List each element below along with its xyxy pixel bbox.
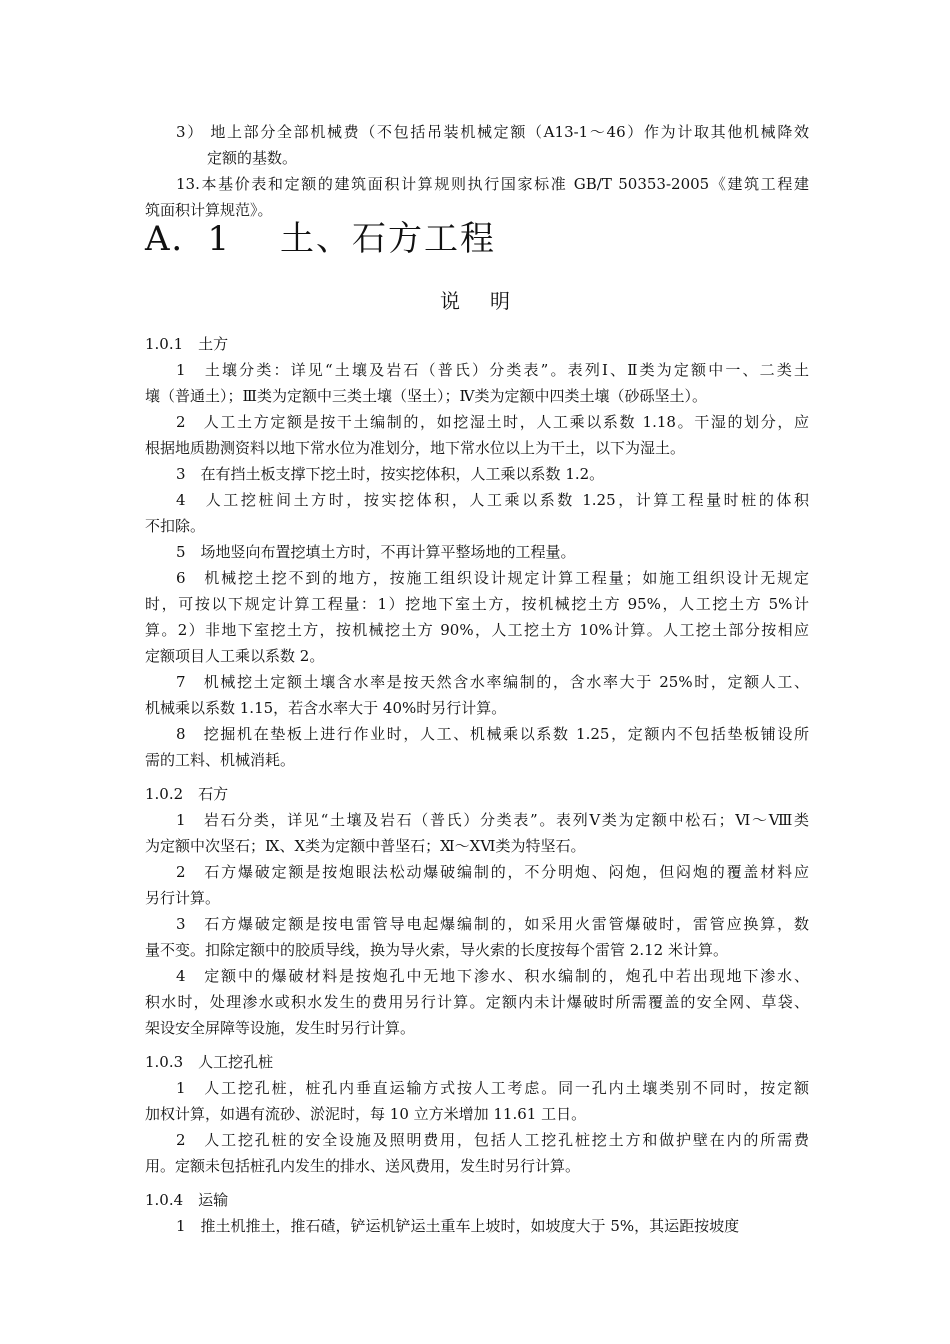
paragraph-line: 8 挖掘机在垫板上进行作业时，人工、机械乘以系数 1.25，定额内不包括垫板铺设所 xyxy=(176,725,809,743)
paragraph-line: 加权计算，如遇有流砂、淤泥时，每 10 立方米增加 11.61 工日。 xyxy=(145,1105,587,1123)
paragraph-line: 3 在有挡土板支撑下挖土时，按实挖体积，人工乘以系数 1.2。 xyxy=(176,465,605,483)
paragraph xyxy=(145,565,809,669)
paragraph-line: 机械乘以系数 1.15，若含水率大于 40%时另行计算。 xyxy=(145,699,507,717)
section-1 xyxy=(145,331,809,773)
paragraph-line: 7 机械挖土定额土壤含水率是按天然含水率编制的，含水率大于 25%时，定额人工、 xyxy=(176,673,809,691)
paragraph xyxy=(145,859,809,911)
intro-item-3-line2: 定额的基数。 xyxy=(207,149,298,167)
paragraph-line: 根据地质勘测资料以地下常水位为准划分，地下常水位以上为干土，以下为湿土。 xyxy=(145,439,686,457)
paragraph xyxy=(145,807,809,859)
paragraph-line: 定额项目人工乘以系数 2。 xyxy=(145,647,325,665)
paragraph xyxy=(145,721,809,773)
paragraph-line: 另行计算。 xyxy=(145,889,221,907)
section-heading: 1.0.1 土方 xyxy=(145,335,229,353)
paragraph-line: 1 岩石分类，详见“土壤及岩石（普氏）分类表”。表列Ⅴ类为定额中松石；Ⅵ～Ⅷ类 xyxy=(176,811,809,829)
paragraph-line: 积水时，处理渗水或积水发生的费用另行计算。定额内未计爆破时所需覆盖的安全网、草袋、 xyxy=(145,993,809,1011)
sections-container xyxy=(145,331,809,1239)
intro-item-3-line1: 3） 地上部分全部机械费（不包括吊装机械定额（A13-1～46）作为计取其他机械降效 xyxy=(176,123,809,141)
intro-block xyxy=(145,119,809,223)
paragraph-line: 壤（普通土）；Ⅲ类为定额中三类土壤（坚土）；Ⅳ类为定额中四类土壤（砂砾坚土）。 xyxy=(145,387,707,405)
section-2 xyxy=(145,781,809,1041)
paragraph-line: 需的工料、机械消耗。 xyxy=(145,751,296,769)
section-4 xyxy=(145,1187,809,1239)
paragraph xyxy=(145,1213,809,1239)
paragraph-line: 为定额中次坚石；Ⅸ、Ⅹ类为定额中普坚石；Ⅺ～ⅩⅥ类为特坚石。 xyxy=(145,837,586,855)
intro-item-13-line1: 13.本基价表和定额的建筑面积计算规则执行国家标准 GB/T 50353-2005《建筑工程建 xyxy=(176,175,809,193)
paragraph-line: 用。定额未包括桩孔内发生的排水、送风费用，发生时另行计算。 xyxy=(145,1157,581,1175)
paragraph-line: 2 人工挖孔桩的安全设施及照明费用，包括人工挖孔桩挖土方和做护壁在内的所需费 xyxy=(176,1131,809,1149)
section-heading: 1.0.3 人工挖孔桩 xyxy=(145,1053,274,1071)
paragraph xyxy=(145,487,809,539)
paragraph-line: 架设安全屏障等设施，发生时另行计算。 xyxy=(145,1019,416,1037)
paragraph-line: 1 土壤分类：详见“土壤及岩石（普氏）分类表”。表列Ⅰ、Ⅱ类为定额中一、二类土 xyxy=(176,361,809,379)
paragraph-line: 3 石方爆破定额是按电雷管导电起爆编制的，如采用火雷管爆破时，雷管应换算，数 xyxy=(176,915,809,933)
paragraph xyxy=(145,409,809,461)
paragraph xyxy=(145,963,809,1041)
paragraph-line: 算。2）非地下室挖土方，按机械挖土方 90%，人工挖土方 10%计算。人工挖土部分按相应 xyxy=(145,621,809,639)
paragraph-line: 量不变。扣除定额中的胶质导线，换为导火索，导火索的长度按每个雷管 2.12 米计算。 xyxy=(145,941,728,959)
paragraph-line: 1 人工挖孔桩，桩孔内垂直运输方式按人工考虑。同一孔内土壤类别不同时，按定额 xyxy=(176,1079,809,1097)
paragraph xyxy=(145,1075,809,1127)
paragraph-line: 不扣除。 xyxy=(145,517,206,535)
section-title: 说明 xyxy=(440,289,540,313)
paragraph-line: 2 石方爆破定额是按炮眼法松动爆破编制的，不分明炮、闷炮，但闷炮的覆盖材料应 xyxy=(176,863,809,881)
chapter-heading: A．1 土、石方工程 xyxy=(145,219,496,259)
paragraph xyxy=(145,539,809,565)
section-3 xyxy=(145,1049,809,1179)
paragraph-line: 2 人工土方定额是按干土编制的，如挖湿土时，人工乘以系数 1.18。干湿的划分，应 xyxy=(176,413,809,431)
paragraph xyxy=(145,357,809,409)
paragraph-line: 6 机械挖土挖不到的地方，按施工组织设计规定计算工程量；如施工组织设计无规定 xyxy=(176,569,809,587)
section-heading: 1.0.4 运输 xyxy=(145,1191,229,1209)
paragraph xyxy=(145,669,809,721)
paragraph xyxy=(145,461,809,487)
paragraph-line: 1 推土机推土，推石碴，铲运机铲运土重车上坡时，如坡度大于 5%，其运距按坡度 xyxy=(176,1217,740,1235)
paragraph xyxy=(145,911,809,963)
paragraph-line: 4 定额中的爆破材料是按炮孔中无地下渗水、积水编制的，炮孔中若出现地下渗水、 xyxy=(176,967,809,985)
section-heading: 1.0.2 石方 xyxy=(145,785,229,803)
paragraph-line: 4 人工挖桩间土方时，按实挖体积，人工乘以系数 1.25，计算工程量时桩的体积 xyxy=(176,491,809,509)
paragraph-line: 时，可按以下规定计算工程量：1）挖地下室土方，按机械挖土方 95%，人工挖土方 5%计 xyxy=(145,595,809,613)
paragraph xyxy=(145,1127,809,1179)
paragraph-line: 5 场地竖向布置挖填土方时，不再计算平整场地的工程量。 xyxy=(176,543,576,561)
intro-item-13-line2: 筑面积计算规范》。 xyxy=(145,201,273,219)
